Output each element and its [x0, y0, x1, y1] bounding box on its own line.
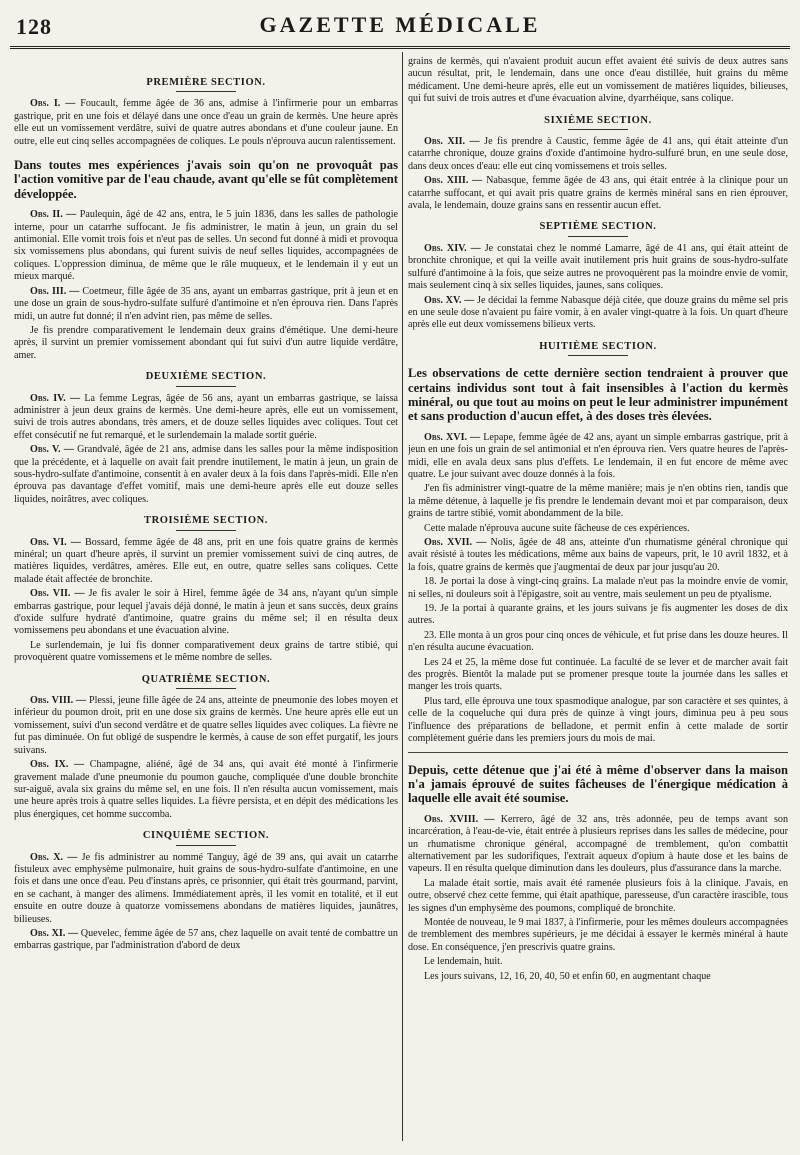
observation-text: Je fis administrer au nommé Tanguy, âgé de 39 ans, qui avait un catarrhe fistuleux avec emphysème pulmonaire, huit grains de sous-hydro-sulfate d'antimoine, en une fois et dans une once d'eau. Peu d'instans après, ce prisonnier, qui était très gourmand, parvint, en se cachant, à manger des alimens. Immédiatement après, il les vomit en totalité, et il eut ensuite en outre douze à quatorze vomissemens abondans de matières liquides, jaunâtres, bilieuses.	[14, 851, 398, 925]
observation	[14, 588, 398, 638]
page-number: 128	[16, 14, 52, 39]
observation	[14, 537, 398, 587]
observation-label: Obs. XII. —	[424, 136, 480, 148]
observation-text: Coetmeur, fille âgée de 35 ans, ayant un embarras gastrique, prit à jeun et en une dose un grain de sous-hydro-sulfate sulfuré d'antimoine et n'en éprouva rien. Dans l'après midi, un autre fut donné; il n'en advint rien, pas même de selles.	[14, 285, 398, 322]
observation-label: Obs. VII. —	[30, 588, 85, 600]
observation-text: Je fis avaler le soir à Hirel, femme âgée de 34 ans, n'ayant qu'un simple embarras gastrique, pour lequel j'avais déjà donné, le matin à jeun et sans succès, deux grains d'oxide sulfure hydraté d'antimoine, quatre grains du même sel; il en résulta deux vomissemens peu abondans et une évacuation alvine.	[14, 588, 398, 637]
observation	[408, 243, 788, 293]
observation	[408, 432, 788, 482]
observation	[408, 175, 788, 212]
observation-label: Obs. IX. —	[30, 759, 85, 771]
observation-label: Obs. I. —	[30, 98, 76, 110]
section-heading: SEPTIÈME SECTION.	[408, 221, 788, 236]
section-heading: CINQUIÈME SECTION.	[14, 830, 398, 845]
observation	[14, 928, 398, 953]
observation-text: Plessi, jeune fille âgée de 24 ans, atteinte de pneumonie des lobes moyen et inférieur du poumon droit, prit en une dose six grains de kermès. Une heure après elle eut un vomissement, suivi d'un second verdâtre et de quatre selles liquides avec coliques. La fièvre ne fut pas diminuée. On fut obligé de suspendre le kermès, à cause de son effet purgatif, les jours suivans.	[14, 695, 398, 756]
section-heading: HUITIÈME SECTION.	[408, 341, 788, 356]
observation-text: Foucault, femme âgée de 36 ans, admise à l'infirmerie pour un embarras gastrique, prit en une fois et délayé dans une once d'eau un grain de kermès. Une heure après elle eut un vomissement verdâtre, suivi de quatre autres abondans et d'une couleur jaune. En outre, elle eut cinq selles accompagnées de coliques. Le pouls n'éprouva aucun ralentissement.	[14, 98, 398, 147]
observation-label: Obs. XVIII. —	[424, 813, 495, 825]
observation-label: Obs. XV. —	[424, 294, 475, 306]
column-divider	[402, 52, 404, 1141]
observation-text: Je fis prendre à Caustic, femme âgée de 41 ans, qui était atteinte d'un catarrhe chronique, douze grains d'oxide d'antimoine hydro-sulfuré brun, en une seule dose, dans deux onces d'eau: elle eut cinq vomissemens et trois selles.	[408, 136, 788, 172]
observation-text: Bossard, femme âgée de 48 ans, prit en une fois quatre grains de kermès minéral; un quart d'heure après, il survint un premier vomissement suivi de cinq autres, de matières liquides, verdâtres, amères. Elle eut, en outre, quatre selles sans coliques. Cette malade était affectée de bronchite.	[14, 536, 398, 585]
observation-text: La femme Legras, âgée de 56 ans, ayant un embarras gastrique, se laissa administrer à jeun deux grains de kermès. Une demi-heure après, elle eut un vomissement, suivi de trois autres abondans, très amers, et de douze selles liquides avec coliques. Tout cet effet consécutif ne fut remarqué, et le surlendemain la malade sortit guérie.	[14, 392, 398, 441]
observation-continuation: 19. Je la portai à quarante grains, et les jours suivans je fis augmenter les doses de dix autres.	[408, 603, 788, 627]
observation	[14, 695, 398, 757]
observation-text: Lepape, femme âgée de 42 ans, ayant un simple embarras gastrique, prit à jeun en une fois un grain de sel antimonial et n'en éprouva rien. Vers quatre heures de l'après-midi, elle en avala deux sans plus d'effets. Le lendemain, il en fut encore de même avec quatre. Le jour suivant avec douze donnés à la fois.	[408, 431, 788, 480]
observation-continuation: 18. Je portai la dose à vingt-cinq grains. La malade n'eut pas la moindre envie de vomir, ni selles, ni douleurs soit à l'épigastre, soit au ventre, mais seulement un peu de ptyalisme.	[408, 576, 788, 600]
observation-text: Je décidai la femme Nabasque déjà citée, que douze grains du même sel pris en une seule dose n'avaient pu faire vomir, à en avaler vingt-quatre à la fois. Un quart d'heure après elle eut deux vomissemens bilieux verts.	[408, 294, 788, 331]
section-heading: TROISIÈME SECTION.	[14, 515, 398, 530]
section-heading: DEUXIÈME SECTION.	[14, 371, 398, 386]
separator-rule	[408, 752, 788, 753]
observation-label: Obs. XVI. —	[424, 431, 481, 443]
observation	[408, 136, 788, 173]
observation-continuation: Les 24 et 25, la même dose fut continuée. La faculté de se lever et de marcher avait fait des progrès. Bientôt la malade put se promener presque toute la journée dans les salles et manger les trois quarts.	[408, 656, 788, 693]
observation-continuation: Le lendemain, huit.	[424, 956, 503, 968]
observation-text: Quevelec, femme âgée de 57 ans, chez laquelle on avait tenté de combattre un embarras gastrique, par l'administration d'abord de deux	[14, 927, 398, 952]
observation-continuation: 23. Elle monta à un gros pour cinq onces de véhicule, et fut prise dans les douze heures. Il n'en résulta aucune évacuation.	[408, 629, 788, 654]
observation-label: Obs. XI. —	[30, 927, 79, 939]
observation-text: Je constatai chez le nommé Lamarre, âgé de 41 ans, qui était atteint de bronchite chronique, et qui la veille avait inutilement pris huit grains de sous-hydro-sulfate sulfuré d'antimoine à la fois, que seize autres ne provoquèrent pas la moindre envie de vomir, mais seulement cinq à six selles liquides, jaunes, sans coliques.	[408, 242, 788, 292]
observation-text: Grandvalé, âgée de 21 ans, admise dans les salles pour la même indisposition que la précédente, et à laquelle on avait fait prendre inutilement, le matin à jeun, un grain de sous-hydro-sulfate d'antimoine, consentit à en avaler deux à la fois dans l'après-midi. Elle n'en éprouva pas davantage d'effet vomitif, mais une demi-heure après elle eut douze selles liquides, noirâtres, avec coliques.	[14, 444, 398, 505]
journal-title: GAZETTE MÉDICALE	[259, 12, 541, 37]
left-column	[14, 68, 398, 1141]
emphasis-paragraph: Depuis, cette détenue que j'ai été à même d'observer dans la maison n'a jamais éprouvé de suites fâcheuses de l'énergique médication à laquelle elle avait été soumise.	[408, 762, 788, 806]
observation-continuation: Plus tard, elle éprouva une toux spasmodique analogue, par son caractère et ses quintes, à celle de la coqueluche qui dura près de quinze à vingt jours, diminua peu à peu sous l'influence des préparations de belladone, et permit enfin à cette malade de sortir complètement guérie dans les premiers jours du mois de mai.	[408, 695, 788, 745]
observation-label: Obs. IV. —	[30, 392, 81, 404]
observation-continuation: La malade était sortie, mais avait été ramenée plusieurs fois à la clinique. J'avais, en outre, observé chez cette femme, qui était apathique, paresseuse, d'un caractère irascible, tous les signes d'un emphysème des poumons, compliqué de bronchite.	[408, 877, 788, 914]
right-column	[408, 56, 788, 1141]
observation	[14, 286, 398, 323]
observation	[408, 814, 788, 876]
observation	[408, 537, 788, 574]
observation-text: Kerrero, âgé de 32 ans, très adonnée, peu de temps avant son incarcération, à l'eau-de-vie, était entrée à plusieurs reprises dans les salles de médecine, pour un rhumatisme chronique général, accompagné de tremblement, qu'on combattit alternativement par les sudorifiques, l'extrait aqueux d'opium à haute dose et les bains de vapeurs. Il en résulta quelque diminution dans les douleurs, plus d'assurance dans la marche.	[408, 813, 788, 875]
observation-label: Obs. II. —	[30, 209, 77, 221]
observation	[14, 852, 398, 926]
observation	[408, 295, 788, 332]
observation-label: Obs. III. —	[30, 285, 80, 297]
page-header	[10, 8, 790, 49]
observation-label: Obs. XVII. —	[424, 537, 487, 548]
observation-continuation: grains de kermès, qui n'avaient produit aucun effet avaient été suivis de deux autres sans aucun résultat, prit, le lendemain, dans une once d'eau distillée, huit grains du même médicament. Une demi-heure après, elle eut un vomissement de matières liquides, bilieuses, qui fut suivi de trois autres et d'une évacuation alvine, dyarrhéique, sans colique.	[408, 56, 788, 105]
observation-continuation: J'en fis administrer vingt-quatre de la même manière; mais je n'en obtins rien, tandis que la même détenue, à laquelle je fis prendre le lendemain devant moi et par comparaison, deux grains de tartre stibié, vomit abondamment de la bile.	[408, 483, 788, 520]
observation-continuation: Le surlendemain, je lui fis donner comparativement deux grains de tartre stibié, qui provoquèrent quatre vomissemens et le même nombre de selles.	[14, 639, 398, 664]
observation-label: Obs. XIV. —	[424, 242, 481, 254]
section-heading: SIXIÈME SECTION.	[408, 115, 788, 130]
emphasis-paragraph: Les observations de cette dernière section tendraient à prouver que certains individus sont tout à fait insensibles à l'action du kermès minéral, ou que tout au moins on peut le leur administrer impunément et sans production d'aucun effet, à des doses très élevées.	[408, 366, 788, 424]
emphasis-paragraph: Dans toutes mes expériences j'avais soin qu'on ne provoquât pas l'action vomitive par de l'eau chaude, avant qu'elle se fût complètement développée.	[14, 158, 398, 201]
section-heading: PREMIÈRE SECTION.	[14, 77, 398, 92]
observation-continuation: Les jours suivans, 12, 16, 20, 40, 50 et enfin 60, en augmentant chaque	[424, 970, 711, 982]
observation-label: Obs. X. —	[30, 851, 78, 863]
observation-text: Champagne, aliéné, âgé de 34 ans, qui avait été monté à l'infirmerie gravement malade d'une pneumonie du poumon gauche, compliquée d'une double bronchite sur-aiguë, avala six grains du même sel, en une fois. Il n'en résulta aucun vomissement, mais une heure après trois à quatre selles liquides. La fièvre persista, et en dépit des médications les plus énergiques, cet homme succomba.	[14, 759, 398, 820]
observation-label: Obs. VIII. —	[30, 695, 87, 707]
observation	[14, 759, 398, 821]
observation	[14, 209, 398, 283]
section-heading: QUATRIÈME SECTION.	[14, 674, 398, 689]
observation	[14, 98, 398, 148]
observation-text: Nabasque, femme âgée de 43 ans, qui était entrée à la clinique pour un catarrhe suffocant, et qui avait pris quatre grains de kermès minéral sans en rien éprouver, avala, le lendemain, douze grains sans en ressentir aucun effet.	[408, 175, 788, 212]
observation-label: Obs. V. —	[30, 444, 74, 456]
observation-text: Paulequin, âgé de 42 ans, entra, le 5 juin 1836, dans les salles de pathologie interne, pour un catarrhe suffocant. Je fis administrer, le matin à jeun, un grain du sel antimonial. Elle vomit trois fois et n'eut pas de selles. Un second fut donné à midi et provoqua six vomissemens plus abondans, qui furent suivis de neuf selles liquides, accompagnées de coliques. L'oppression diminua, de même que le râle muqueux, et le lendemain il y eut un mieux marqué.	[14, 209, 398, 283]
observation-continuation: Montée de nouveau, le 9 mai 1837, à l'infirmerie, pour les mêmes douleurs accompagnées de tremblement des membres supérieurs, je me décidai à essayer le kermès minéral à haute dose. En conséquence, j'en prescrivis quatre grains.	[408, 916, 788, 953]
observation-continuation: Cette malade n'éprouva aucune suite fâcheuse de ces expériences.	[424, 522, 690, 534]
observation-continuation: Je fis prendre comparativement le lendemain deux grains d'émétique. Une demi-heure après, il survint un premier vomissement abondant qui fut suivi d'un autre liquide verdâtre, amer.	[14, 324, 398, 361]
observation-label: Obs. VI. —	[30, 536, 81, 548]
observation-label: Obs. XIII. —	[424, 175, 483, 187]
observation-text: Nolis, âgée de 48 ans, atteinte d'un rhumatisme général chronique qui avait résisté à toutes les médications, même aux bains de vapeurs, prit, le 10 avril 1832, et à la fois, quatre grains de kermès que j'augmentai de deux par jour jusqu'au 20.	[408, 537, 788, 573]
observation	[14, 444, 398, 506]
observation	[14, 393, 398, 443]
